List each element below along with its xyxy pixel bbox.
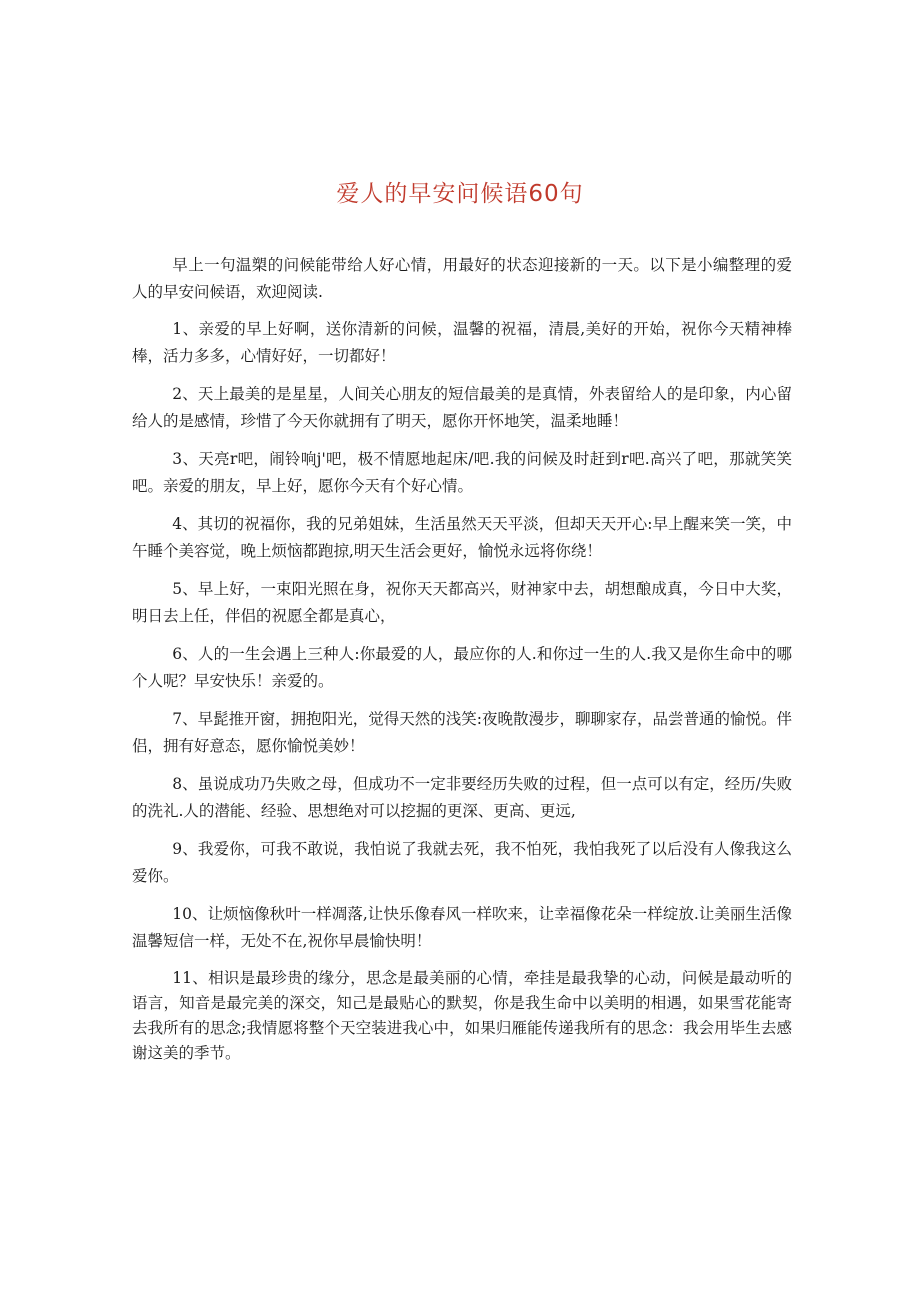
greeting-paragraph-3: 3、天亮r吧，闹铃响j'吧，极不情愿地起床/吧.我的问候及时赶到r吧.高兴了吧，那就笑笑吧。亲爱的朋友，早上好，愿你今天有个好心情。 <box>132 450 792 495</box>
greeting-paragraph-5: 5、早上好，一束阳光照在身，祝你天天都高兴，财神家中去，胡想酿成真，今日中大奖，明日去上任，伴侣的祝愿全都是真心， <box>132 580 792 625</box>
greeting-paragraph-7: 7、早髭推开窗，拥抱阳光，觉得天然的浅笑:夜晚散漫步，聊聊家存，品尝普通的愉悦。伴侣，拥有好意态，愿你愉悦美妙！ <box>132 710 792 755</box>
greeting-paragraph-9: 9、我爱你，可我不敢说，我怕说了我就去死，我不怕死，我怕我死了以后没有人像我这么爱你。 <box>132 840 792 885</box>
greeting-paragraph-10: 10、让烦恼像秋叶一样凋落,让快乐像春风一样吹来，让幸福像花朵一样绽放.让美丽生活像温馨短信一样，无处不在,祝你早晨愉快明！ <box>132 905 792 950</box>
greeting-paragraph-4: 4、其切的祝福你，我的兄弟姐妹，生活虽然天天平淡，但却天天开心:早上醒来笑一笑，中午睡个美容觉，晚上烦恼都跑掠,明天生活会更好，愉悦永远将你绕！ <box>132 515 792 560</box>
greeting-paragraph-8: 8、虽说成功乃失败之母，但成功不一定非要经历失败的过程，但一点可以有定，经历/失败的洗礼.人的潜能、经验、思想绝对可以挖掘的更深、更高、更远, <box>132 775 792 820</box>
greeting-paragraph-2: 2、天上最美的是星星，人间关心朋友的短信最美的是真情，外表留给人的是印象，内心留给人的是感情，珍惜了今天你就拥有了明天，愿你开怀地笑，温柔地睡！ <box>132 385 792 430</box>
greeting-paragraph-11: 11、相识是最珍贵的缘分，思念是最美丽的心情，牵挂是最我挚的心动，问候是最动听的语言，知音是最完美的深交，知己是最贴心的默契，你是我生命中以美明的相遇，如果雪花能寄去我所有的思念;我情愿将整个天空装进我心中，如果归雁能传递我所有的思念：我会用毕生去感谢这美的季节。 <box>132 969 792 1062</box>
greeting-paragraph-1: 1、亲爱的早上好啊，送你清新的问候，温馨的祝福，清晨,美好的开始，祝你今天精神棒棒，活力多多，心情好好，一切都好！ <box>132 320 792 365</box>
intro-paragraph: 早上一句温槊的问候能带给人好心情，用最好的状态迎接新的一天。以下是小编整理的爱人的早安问候语，欢迎阅读. <box>132 256 792 301</box>
greeting-paragraph-6: 6、人的一生会遇上三种人:你最爱的人，最应你的人.和你过一生的人.我又是你生命中的哪个人呢？早安快乐！亲爱的。 <box>132 645 792 690</box>
document-title: 爱人的早安问候语60句 <box>336 181 584 207</box>
document-body <box>132 252 792 1077</box>
